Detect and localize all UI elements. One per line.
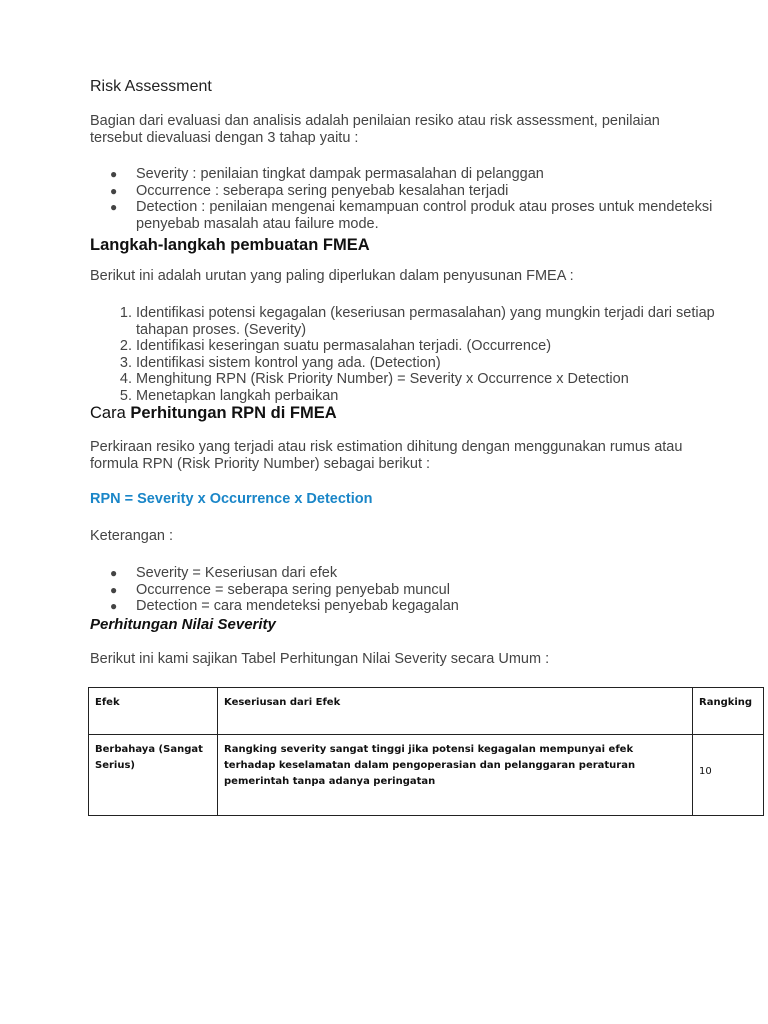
table-cell: Rangking severity sangat tinggi jika potensi kegagalan mempunyai efek terhadap keselamatan dalam pengoperasian dan pelanggaran peraturan pemerintah tanpa adanya peringatan [218, 735, 693, 816]
table-header-cell: Keseriusan dari Efek [218, 688, 693, 735]
list-item: 5. Menetapkan langkah perbaikan [119, 387, 339, 404]
table-row [89, 735, 764, 816]
severity-intro: Berikut ini kami sajikan Tabel Perhitungan Nilai Severity secara Umum : [90, 651, 550, 667]
table-cell: 10 [693, 735, 764, 816]
fmea-steps-intro: Berikut ini adalah urutan yang paling diperlukan dalam penyusunan FMEA : [90, 268, 574, 284]
table-header-cell: Rangking [693, 688, 764, 735]
bullet-icon: ● [110, 183, 118, 198]
severity-heading: Perhitungan Nilai Severity [90, 616, 276, 633]
list-item: 3. Identifikasi sistem kontrol yang ada. (Detection) [119, 354, 441, 371]
bullet-icon: ● [110, 599, 118, 613]
rpn-calculation-heading: Cara Perhitungan RPN di FMEA [90, 404, 337, 422]
list-item: 1. Identifikasi potensi kegagalan (keseriusan permasalahan) yang mungkin terjadi dari setiap tahapan proses. (Severity) [119, 305, 715, 338]
bullet-icon: ● [110, 200, 118, 214]
keterangan-list [90, 565, 736, 615]
list-item: ● Severity = Keseriusan dari efek [110, 565, 338, 581]
risk-assessment-list [90, 166, 736, 232]
fmea-steps-list [90, 305, 736, 404]
bullet-icon: ● [110, 566, 118, 580]
rpn-formula: RPN = Severity x Occurrence x Detection [90, 491, 373, 507]
table-header-cell: Efek [89, 688, 218, 735]
list-item: ● Severity : penilaian tingkat dampak permasalahan di pelanggan [110, 166, 544, 182]
bullet-icon: ● [110, 167, 118, 181]
list-item: ● Detection : penilaian mengenai kemampuan control produk atau proses untuk mendeteksi penyebab masalah atau failure mode. [110, 199, 713, 232]
list-item: ● Detection = cara mendeteksi penyebab kegagalan [110, 598, 459, 614]
risk-assessment-intro: Bagian dari evaluasi dan analisis adalah penilaian resiko atau risk assessment, penilaian tersebut dievaluasi dengan 3 tahap yaitu : [90, 113, 660, 146]
table-cell: Berbahaya (Sangat Serius) [89, 735, 218, 816]
rpn-calculation-intro: Perkiraan resiko yang terjadi atau risk estimation dihitung dengan menggunakan rumus atau formula RPN (Risk Priority Number) sebagai berikut : [90, 439, 683, 472]
risk-assessment-heading: Risk Assessment [90, 78, 212, 95]
list-item: ● Occurrence = seberapa sering penyebab muncul [110, 581, 450, 598]
list-item: ● Occurrence : seberapa sering penyebab kesalahan terjadi [110, 182, 509, 199]
keterangan-label: Keterangan : [90, 528, 174, 544]
bullet-icon: ● [110, 582, 118, 597]
list-item: 4. Menghitung RPN (Risk Priority Number) = Severity x Occurrence x Detection [119, 371, 629, 387]
severity-table [88, 687, 764, 816]
fmea-steps-heading: Langkah-langkah pembuatan FMEA [90, 236, 370, 254]
list-item: 2. Identifikasi keseringan suatu permasalahan terjadi. (Occurrence) [119, 338, 552, 354]
table-header-row [89, 688, 764, 735]
